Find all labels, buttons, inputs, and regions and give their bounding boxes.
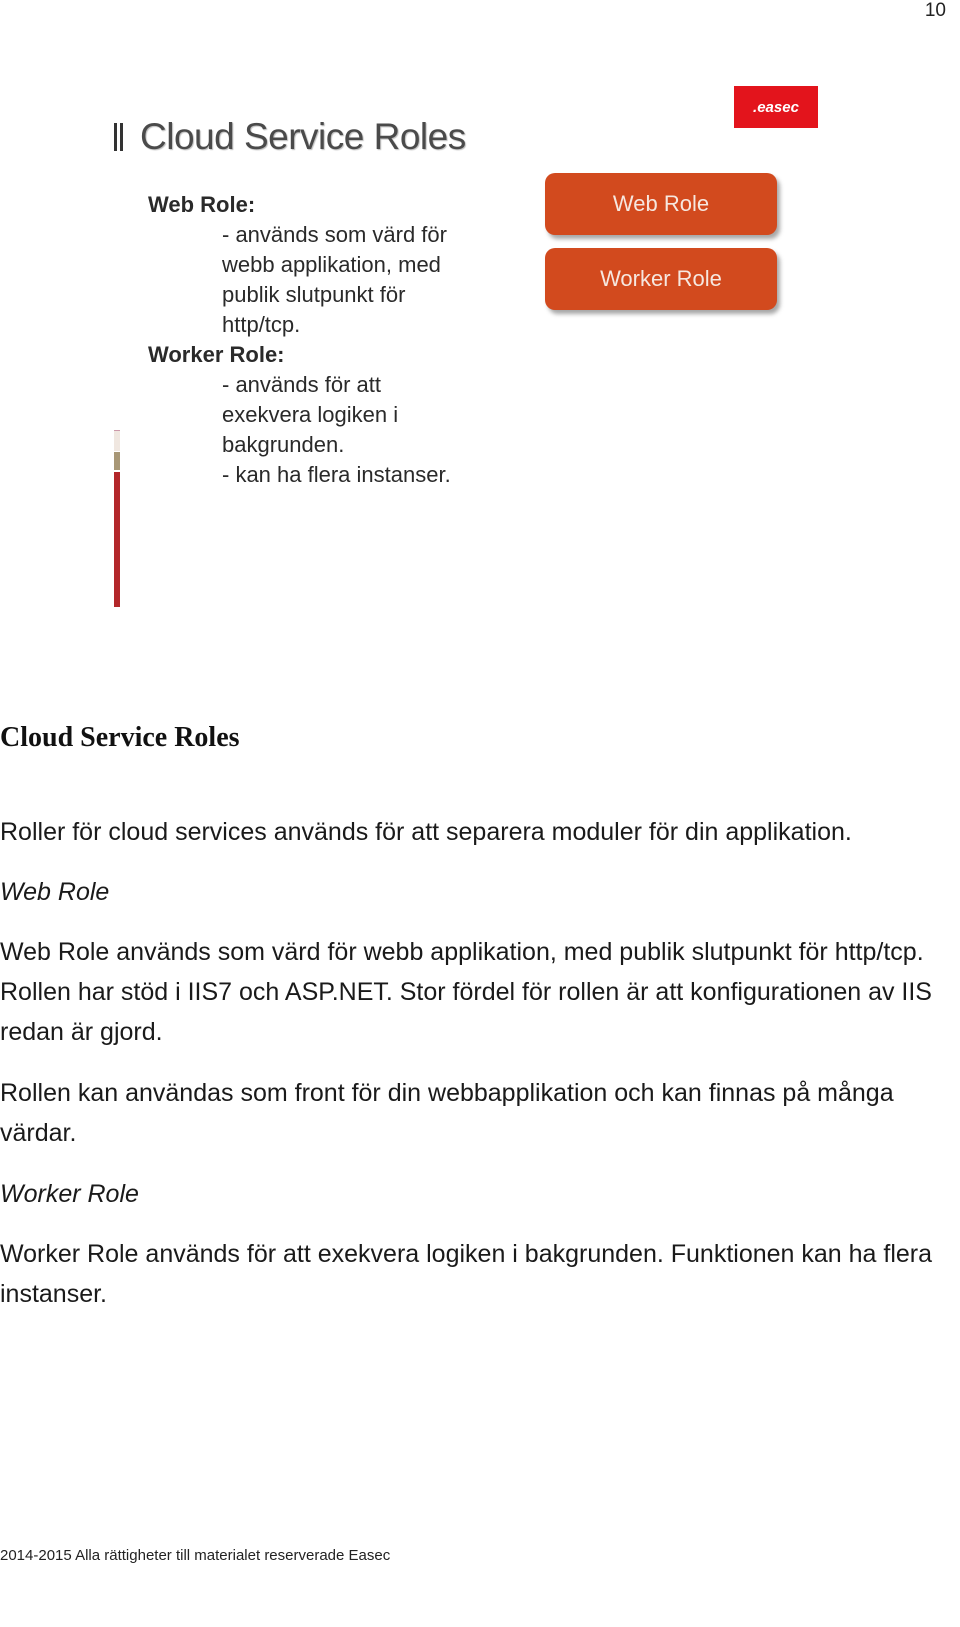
slide-worker-role-line: - kan ha flera instanser.	[222, 462, 451, 487]
slide-worker-role-line: bakgrunden.	[222, 432, 345, 457]
slide-side-bar-segment	[114, 472, 120, 607]
slide-title-accent	[114, 123, 117, 151]
worker-role-paragraph: Worker Role används för att exekvera logiken i bakgrunden. Funktionen kan ha flera instanser.	[0, 1240, 933, 1308]
slide-web-role-line: - används som värd för	[222, 222, 447, 247]
slide-web-role-button: Web Role	[545, 173, 777, 235]
worker-role-subheading: Worker Role	[0, 1180, 139, 1208]
slide-worker-role-heading: Worker Role:	[148, 342, 285, 367]
slide-side-bar-segment	[114, 430, 120, 451]
page-number: 10	[924, 0, 946, 21]
slide-web-role-heading: Web Role:	[148, 192, 256, 217]
slide-worker-role-line: - används för att	[222, 372, 381, 397]
slide-worker-role-button: Worker Role	[545, 248, 777, 310]
slide-web-role-line: publik slutpunkt för	[222, 282, 406, 307]
web-role-subheading: Web Role	[0, 878, 110, 906]
page-footer: 2014-2015 Alla rättigheter till materialet reserverade Easec	[0, 1547, 391, 1564]
web-role-paragraph-2: Rollen kan användas som front för din webbapplikation och kan finnas på många värdar.	[0, 1079, 894, 1147]
slide-image	[110, 78, 810, 638]
slide-side-bar-segment	[114, 452, 120, 470]
slide-title: Cloud Service Roles	[140, 116, 466, 157]
slide-web-role-line: http/tcp.	[222, 312, 301, 337]
intro-paragraph: Roller för cloud services används för att separera moduler för din applikation.	[0, 818, 852, 846]
slide-role-list	[148, 190, 451, 490]
easec-logo: .easec	[734, 86, 818, 128]
web-role-paragraph: Web Role används som värd för webb applikation, med publik slutpunkt för http/tcp. Rollen har stöd i IIS7 och ASP.NET. Stor fördel för rollen är att konfigurationen av IIS redan är gjord.	[0, 938, 932, 1046]
slide-web-role-line: webb applikation, med	[222, 252, 441, 277]
section-heading: Cloud Service Roles	[0, 722, 240, 753]
slide-worker-role-line: exekvera logiken i	[222, 402, 399, 427]
